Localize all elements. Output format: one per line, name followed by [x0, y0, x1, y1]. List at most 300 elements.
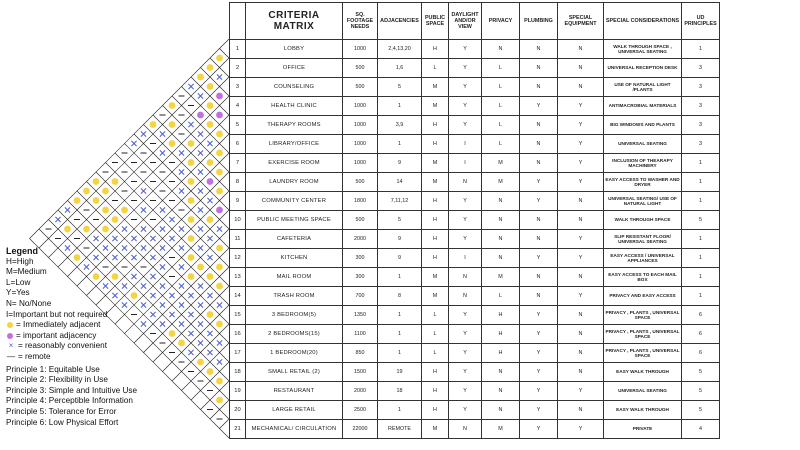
- ud-principle-value: 1: [682, 249, 720, 268]
- matrix-adjacent-dot: [169, 102, 176, 109]
- legend-principle-item: Principle 4: Perceptible Information: [6, 396, 133, 406]
- matrix-adjacent-dot: [150, 121, 157, 128]
- room-name: 1 BEDROOM(20): [246, 344, 343, 363]
- matrix-adjacent-dot: [169, 121, 176, 128]
- matrix-adjacent-dot: [169, 140, 176, 147]
- legend-symbol-label: = remote: [18, 351, 51, 361]
- adjacencies-value: 1: [378, 97, 422, 116]
- table-row: [230, 382, 720, 401]
- matrix-important-dot: [216, 207, 223, 214]
- adjacencies-value: 1: [378, 344, 422, 363]
- adjacencies-value: 1,6: [378, 59, 422, 78]
- row-number: 14: [230, 287, 246, 306]
- daylight-value: Y: [449, 40, 482, 59]
- row-number: 15: [230, 306, 246, 325]
- privacy-value: N: [482, 401, 520, 420]
- sqft-value: 1000: [343, 40, 378, 59]
- adjacencies-value: 19: [378, 363, 422, 382]
- row-number: 9: [230, 192, 246, 211]
- room-name: COMMUNITY CENTER: [246, 192, 343, 211]
- ud-principle-value: 5: [682, 211, 720, 230]
- room-name: 2 BEDROOMS(15): [246, 325, 343, 344]
- room-name: MAIL ROOM: [246, 268, 343, 287]
- privacy-value: L: [482, 97, 520, 116]
- legend-level-item: N= No/None: [6, 298, 52, 308]
- ud-principle-value: 6: [682, 344, 720, 363]
- matrix-adjacent-dot: [188, 140, 195, 147]
- room-name: 3 BEDROOM(5): [246, 306, 343, 325]
- adjacencies-value: 9: [378, 154, 422, 173]
- privacy-value: L: [482, 78, 520, 97]
- sqft-value: 22000: [343, 420, 378, 439]
- privacy-value: H: [482, 306, 520, 325]
- legend: [6, 246, 206, 428]
- adjacencies-value: 9: [378, 230, 422, 249]
- special-equipment-value: N: [558, 40, 604, 59]
- room-name: RESTAURANT: [246, 382, 343, 401]
- legend-level-item: M=Medium: [6, 267, 47, 277]
- matrix-adjacent-dot: [83, 226, 90, 233]
- header-adjacencies: ADJACENCIES: [378, 3, 422, 40]
- plumbing-value: N: [520, 135, 558, 154]
- matrix-adjacent-dot: [207, 102, 214, 109]
- special-equipment-value: N: [558, 192, 604, 211]
- matrix-adjacent-dot: [216, 245, 223, 252]
- special-considerations-value: EASY ACCESS TO WASHER AND DRYER: [604, 173, 682, 192]
- row-number: 2: [230, 59, 246, 78]
- legend-symbol-item: [6, 320, 206, 331]
- row-number: 3: [230, 78, 246, 97]
- public-space-value: M: [422, 287, 449, 306]
- header-sqft: SQ. FOOTAGE NEEDS: [343, 3, 378, 40]
- public-space-value: M: [422, 268, 449, 287]
- matrix-adjacent-dot: [216, 264, 223, 271]
- adjacencies-value: 14: [378, 173, 422, 192]
- legend-dot-icon: [7, 322, 13, 328]
- row-number: 18: [230, 363, 246, 382]
- header-special-considerations: SPECIAL CONSIDERATIONS: [604, 3, 682, 40]
- legend-symbol-item: [6, 352, 206, 363]
- public-space-value: H: [422, 116, 449, 135]
- ud-principle-value: 1: [682, 173, 720, 192]
- adjacencies-value: 7,11,12: [378, 192, 422, 211]
- legend-title: Legend: [6, 246, 39, 256]
- matrix-adjacent-dot: [188, 197, 195, 204]
- special-considerations-value: SLIP RESISTANT FLOOR/ UNIVERSAL SEATING: [604, 230, 682, 249]
- plumbing-value: Y: [520, 363, 558, 382]
- legend-dash-icon: —: [6, 351, 16, 361]
- ud-principle-value: 6: [682, 306, 720, 325]
- daylight-value: Y: [449, 97, 482, 116]
- special-considerations-value: EASY WALK THROUGH: [604, 363, 682, 382]
- room-name: KITCHEN: [246, 249, 343, 268]
- daylight-value: Y: [449, 192, 482, 211]
- legend-dot-icon: [7, 333, 13, 339]
- table-row: [230, 135, 720, 154]
- privacy-value: L: [482, 287, 520, 306]
- ud-principle-value: 3: [682, 78, 720, 97]
- daylight-value: Y: [449, 306, 482, 325]
- special-equipment-value: N: [558, 78, 604, 97]
- matrix-adjacent-dot: [188, 216, 195, 223]
- daylight-value: I: [449, 249, 482, 268]
- adjacencies-value: 2,4,13,20: [378, 40, 422, 59]
- sqft-value: 1000: [343, 97, 378, 116]
- daylight-value: Y: [449, 401, 482, 420]
- table-row: [230, 78, 720, 97]
- room-name: LARGE RETAIL: [246, 401, 343, 420]
- privacy-value: N: [482, 192, 520, 211]
- matrix-adjacent-dot: [207, 121, 214, 128]
- special-considerations-value: UNIVERSAL SEATING/ USE OF NATURAL LIGHT: [604, 192, 682, 211]
- table-row: [230, 59, 720, 78]
- ud-principle-value: 6: [682, 325, 720, 344]
- matrix-adjacent-dot: [188, 159, 195, 166]
- plumbing-value: Y: [520, 173, 558, 192]
- special-equipment-value: Y: [558, 249, 604, 268]
- daylight-value: Y: [449, 59, 482, 78]
- sqft-value: 1800: [343, 192, 378, 211]
- room-name: PUBLIC MEETING SPACE: [246, 211, 343, 230]
- ud-principle-value: 1: [682, 268, 720, 287]
- matrix-adjacent-dot: [207, 216, 214, 223]
- daylight-value: Y: [449, 116, 482, 135]
- sqft-value: 850: [343, 344, 378, 363]
- matrix-adjacent-dot: [112, 216, 119, 223]
- privacy-value: L: [482, 59, 520, 78]
- table-row: [230, 211, 720, 230]
- table-row: [230, 287, 720, 306]
- public-space-value: H: [422, 401, 449, 420]
- table-row: [230, 154, 720, 173]
- adjacencies-value: 9: [378, 249, 422, 268]
- daylight-value: Y: [449, 382, 482, 401]
- legend-level-item: I=Important but not required: [6, 309, 108, 319]
- matrix-adjacent-dot: [121, 207, 128, 214]
- matrix-adjacent-dot: [188, 178, 195, 185]
- matrix-adjacent-dot: [207, 83, 214, 90]
- table-row: [230, 306, 720, 325]
- sqft-value: 1350: [343, 306, 378, 325]
- sqft-value: 2000: [343, 382, 378, 401]
- matrix-adjacent-dot: [207, 273, 214, 280]
- special-considerations-value: USE OF NATURAL LIGHT /PLANTS: [604, 78, 682, 97]
- privacy-value: H: [482, 344, 520, 363]
- plumbing-value: N: [520, 211, 558, 230]
- row-number: 16: [230, 325, 246, 344]
- public-space-value: H: [422, 249, 449, 268]
- matrix-grid-line: [201, 68, 230, 97]
- adjacencies-value: 5: [378, 78, 422, 97]
- special-equipment-value: Y: [558, 230, 604, 249]
- daylight-value: N: [449, 287, 482, 306]
- special-equipment-value: Y: [558, 154, 604, 173]
- row-number: 7: [230, 154, 246, 173]
- daylight-value: N: [449, 420, 482, 439]
- public-space-value: M: [422, 420, 449, 439]
- ud-principle-value: 1: [682, 154, 720, 173]
- plumbing-value: Y: [520, 249, 558, 268]
- matrix-important-dot: [216, 112, 223, 119]
- ud-principle-value: 5: [682, 401, 720, 420]
- plumbing-value: N: [520, 268, 558, 287]
- header-public-space: PUBLIC SPACE: [422, 3, 449, 40]
- public-space-value: L: [422, 306, 449, 325]
- daylight-value: Y: [449, 325, 482, 344]
- legend-symbol-label: = Immediately adjacent: [16, 320, 101, 330]
- public-space-value: H: [422, 382, 449, 401]
- adjacencies-value: 1: [378, 401, 422, 420]
- special-equipment-value: Y: [558, 287, 604, 306]
- row-number: 13: [230, 268, 246, 287]
- special-equipment-value: Y: [558, 382, 604, 401]
- matrix-adjacent-dot: [93, 197, 100, 204]
- sqft-value: 700: [343, 287, 378, 306]
- matrix-adjacent-dot: [216, 321, 223, 328]
- room-name: MECHANICAL/ CIRCULATION: [246, 420, 343, 439]
- matrix-adjacent-dot: [93, 178, 100, 185]
- legend-principles: [6, 365, 206, 429]
- ud-principle-value: 4: [682, 420, 720, 439]
- matrix-adjacent-dot: [216, 169, 223, 176]
- special-equipment-value: N: [558, 325, 604, 344]
- special-equipment-value: Y: [558, 97, 604, 116]
- sqft-value: 300: [343, 249, 378, 268]
- sqft-value: 1500: [343, 363, 378, 382]
- sqft-value: 2000: [343, 230, 378, 249]
- matrix-adjacent-dot: [216, 397, 223, 404]
- header-privacy: PRIVACY: [482, 3, 520, 40]
- daylight-value: Y: [449, 344, 482, 363]
- table-row: [230, 97, 720, 116]
- matrix-adjacent-dot: [102, 188, 109, 195]
- room-name: SMALL RETAIL (2): [246, 363, 343, 382]
- daylight-value: N: [449, 268, 482, 287]
- matrix-adjacent-dot: [197, 74, 204, 81]
- sqft-value: 300: [343, 268, 378, 287]
- row-number: 17: [230, 344, 246, 363]
- privacy-value: M: [482, 420, 520, 439]
- special-equipment-value: N: [558, 401, 604, 420]
- sqft-value: 500: [343, 78, 378, 97]
- public-space-value: H: [422, 363, 449, 382]
- ud-principle-value: 3: [682, 116, 720, 135]
- adjacencies-value: 1: [378, 325, 422, 344]
- public-space-value: M: [422, 97, 449, 116]
- matrix-adjacent-dot: [83, 188, 90, 195]
- row-number: 11: [230, 230, 246, 249]
- special-equipment-value: N: [558, 363, 604, 382]
- table-row: [230, 344, 720, 363]
- room-name: LAUNDRY ROOM: [246, 173, 343, 192]
- matrix-grid-line: [220, 419, 230, 429]
- special-equipment-value: Y: [558, 420, 604, 439]
- criteria-table-wrapper: [229, 2, 720, 439]
- matrix-important-dot: [207, 178, 214, 185]
- special-considerations-value: UNIVERSAL RECEPTION DESK: [604, 59, 682, 78]
- privacy-value: N: [482, 211, 520, 230]
- special-considerations-value: PRIVACY , PLANTS , UNIVERSAL SPACE: [604, 325, 682, 344]
- table-row: [230, 363, 720, 382]
- plumbing-value: N: [520, 154, 558, 173]
- daylight-value: Y: [449, 78, 482, 97]
- table-row: [230, 420, 720, 439]
- adjacencies-value: 18: [378, 382, 422, 401]
- public-space-value: M: [422, 78, 449, 97]
- special-equipment-value: N: [558, 211, 604, 230]
- adjacencies-value: 8: [378, 287, 422, 306]
- adjacencies-value: 5: [378, 211, 422, 230]
- header-special-equipment: SPECIAL EQUIPMENT: [558, 3, 604, 40]
- special-considerations-value: UNIVERSAL SEATING: [604, 382, 682, 401]
- ud-principle-value: 1: [682, 287, 720, 306]
- ud-principle-value: 3: [682, 135, 720, 154]
- public-space-value: L: [422, 325, 449, 344]
- row-number: 4: [230, 97, 246, 116]
- ud-principle-value: 3: [682, 97, 720, 116]
- plumbing-value: Y: [520, 344, 558, 363]
- matrix-adjacent-dot: [207, 64, 214, 71]
- table-title-text: CRITERIA MATRIX: [268, 10, 320, 32]
- row-number: 6: [230, 135, 246, 154]
- special-considerations-value: EASY WALK THROUGH: [604, 401, 682, 420]
- public-space-value: H: [422, 211, 449, 230]
- table-title: [246, 3, 343, 40]
- special-considerations-value: EASY ACCESS TO EACH MAIL BOX: [604, 268, 682, 287]
- table-row: [230, 173, 720, 192]
- privacy-value: M: [482, 154, 520, 173]
- plumbing-value: Y: [520, 401, 558, 420]
- plumbing-value: Y: [520, 382, 558, 401]
- plumbing-value: N: [520, 287, 558, 306]
- public-space-value: H: [422, 230, 449, 249]
- matrix-adjacent-dot: [216, 378, 223, 385]
- matrix-adjacent-dot: [74, 197, 81, 204]
- row-number: 10: [230, 211, 246, 230]
- row-number: 12: [230, 249, 246, 268]
- ud-principle-value: 1: [682, 40, 720, 59]
- matrix-adjacent-dot: [216, 283, 223, 290]
- public-space-value: H: [422, 135, 449, 154]
- privacy-value: N: [482, 249, 520, 268]
- privacy-value: N: [482, 363, 520, 382]
- daylight-value: N: [449, 173, 482, 192]
- row-number: 19: [230, 382, 246, 401]
- public-space-value: H: [422, 40, 449, 59]
- special-equipment-value: N: [558, 344, 604, 363]
- legend-level-item: H=High: [6, 256, 34, 266]
- legend-symbol-item: [6, 331, 206, 342]
- special-considerations-value: INCLUSION OF THEARAPY MACHINERY: [604, 154, 682, 173]
- ud-principle-value: 5: [682, 363, 720, 382]
- privacy-value: L: [482, 135, 520, 154]
- matrix-adjacent-dot: [216, 150, 223, 157]
- sqft-value: 500: [343, 173, 378, 192]
- table-row: [230, 230, 720, 249]
- legend-principle-item: Principle 6: Low Physical Effort: [6, 417, 119, 427]
- matrix-adjacent-dot: [64, 226, 71, 233]
- special-equipment-value: N: [558, 59, 604, 78]
- matrix-grid-line: [144, 125, 230, 211]
- special-considerations-value: PRIVATE: [604, 420, 682, 439]
- room-name: THERAPY ROOMS: [246, 116, 343, 135]
- row-number: 21: [230, 420, 246, 439]
- matrix-adjacent-dot: [112, 178, 119, 185]
- special-considerations-value: PRIVACY AND EASY ACCESS: [604, 287, 682, 306]
- sqft-value: 500: [343, 59, 378, 78]
- plumbing-value: N: [520, 78, 558, 97]
- privacy-value: N: [482, 230, 520, 249]
- row-number: 8: [230, 173, 246, 192]
- privacy-value: N: [482, 382, 520, 401]
- header-daylight: DAYLIGHT AND/OR VIEW: [449, 3, 482, 40]
- matrix-adjacent-dot: [188, 235, 195, 242]
- adjacencies-value: 1: [378, 268, 422, 287]
- row-number: 20: [230, 401, 246, 420]
- room-name: EXERCISE ROOM: [246, 154, 343, 173]
- adjacencies-value: 3,9: [378, 116, 422, 135]
- room-name: LIBRARY/OFFICE: [246, 135, 343, 154]
- public-space-value: M: [422, 173, 449, 192]
- row-number: 5: [230, 116, 246, 135]
- privacy-value: H: [482, 325, 520, 344]
- matrix-adjacent-dot: [207, 368, 214, 375]
- sqft-value: 500: [343, 211, 378, 230]
- ud-principle-value: 1: [682, 192, 720, 211]
- special-considerations-value: BIG WINDOWS AND PLANTS: [604, 116, 682, 135]
- daylight-value: Y: [449, 230, 482, 249]
- room-name: LOBBY: [246, 40, 343, 59]
- room-name: OFFICE: [246, 59, 343, 78]
- plumbing-value: Y: [520, 306, 558, 325]
- legend-cross-icon: ×: [8, 341, 14, 351]
- header-number: [230, 3, 246, 40]
- matrix-adjacent-dot: [207, 311, 214, 318]
- matrix-adjacent-dot: [216, 55, 223, 62]
- legend-principle-item: Principle 1: Equitable Use: [6, 364, 100, 374]
- sqft-value: 2500: [343, 401, 378, 420]
- plumbing-value: N: [520, 40, 558, 59]
- plumbing-value: N: [520, 116, 558, 135]
- public-space-value: L: [422, 59, 449, 78]
- daylight-value: Y: [449, 211, 482, 230]
- public-space-value: M: [422, 154, 449, 173]
- privacy-value: M: [482, 268, 520, 287]
- legend-symbol-label: = reasonably convenient: [18, 341, 107, 351]
- special-considerations-value: PRIVACY , PLANTS , UNIVERSAL SPACE: [604, 306, 682, 325]
- public-space-value: L: [422, 344, 449, 363]
- public-space-value: H: [422, 192, 449, 211]
- adjacencies-value: 1: [378, 306, 422, 325]
- special-considerations-value: UNIVERSAL SEATING: [604, 135, 682, 154]
- table-row: [230, 192, 720, 211]
- plumbing-value: Y: [520, 97, 558, 116]
- matrix-grid-line: [125, 144, 230, 249]
- criteria-table: [229, 2, 720, 439]
- matrix-adjacent-dot: [102, 207, 109, 214]
- legend-symbol-label: = important adjacency: [16, 330, 97, 340]
- table-row: [230, 249, 720, 268]
- header-ud-principles: UD PRINCIPLES: [682, 3, 720, 40]
- privacy-value: M: [482, 173, 520, 192]
- privacy-value: L: [482, 116, 520, 135]
- adjacencies-value: 1: [378, 135, 422, 154]
- plumbing-value: Y: [520, 192, 558, 211]
- special-considerations-value: WALK THROUGH SPACE , UNIVERSAL SEATING: [604, 40, 682, 59]
- special-equipment-value: Y: [558, 135, 604, 154]
- ud-principle-value: 3: [682, 59, 720, 78]
- header-plumbing: PLUMBING: [520, 3, 558, 40]
